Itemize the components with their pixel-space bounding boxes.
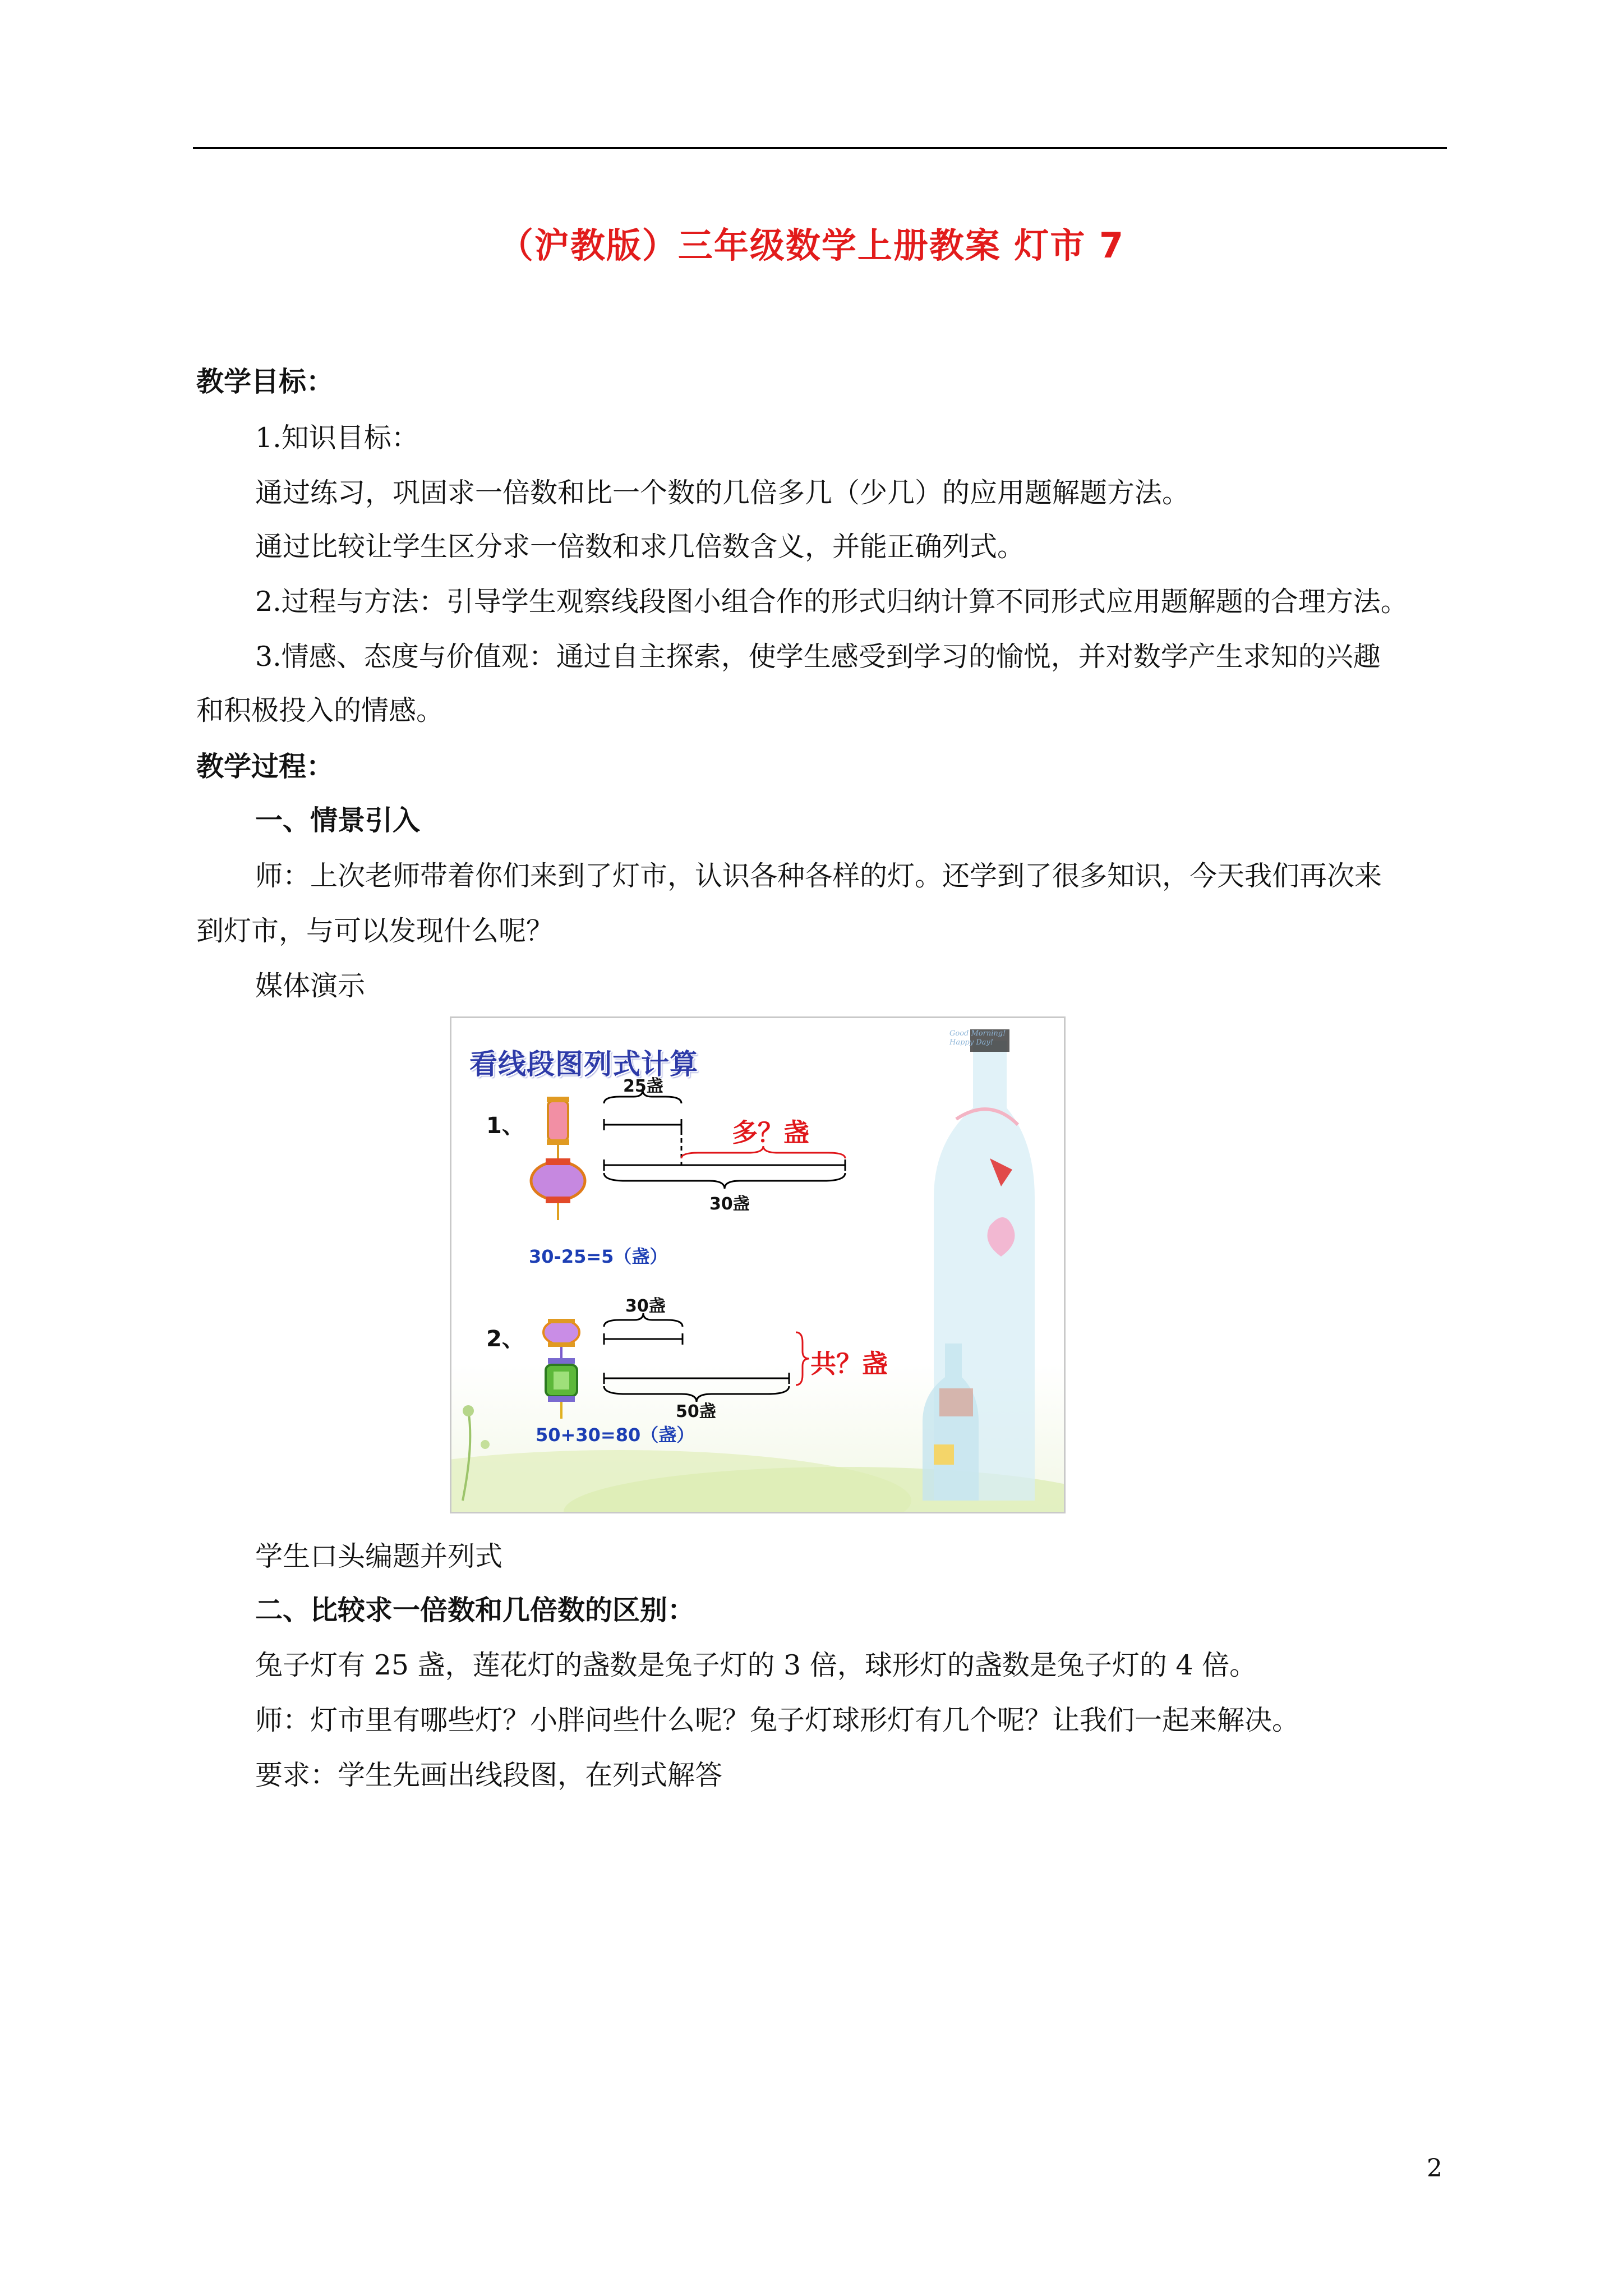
header-rule (193, 147, 1447, 149)
goal3-line1: 3.情感、态度与价值观：通过自主探索，使学生感受到学习的愉悦，并对数学产生求知的兴趣 (255, 641, 1381, 673)
slide-image (450, 1016, 1066, 1513)
goal2-text: 2.过程与方法：引导学生观察线段图小组合作的形式归纳计算不同形式应用题解题的合理方法。 (255, 586, 1408, 618)
requirement-text: 要求：学生先画出线段图，在列式解答 (255, 1759, 723, 1791)
p1-bottom-label: 30盏 (709, 1194, 750, 1214)
teacher1-line2: 到灯市，与可以发现什么呢？ (196, 915, 554, 947)
part2-heading: 二、比较求一倍数和几倍数的区别： (255, 1594, 695, 1626)
problem-text: 兔子灯有 25 盏，莲花灯的盏数是兔子灯的 3 倍，球形灯的盏数是兔子灯的 4 倍。 (255, 1649, 1257, 1681)
part1-heading: 一、情景引入 (255, 804, 421, 836)
p2-equation: 50+30=80（盏） (536, 1424, 695, 1446)
goal3-line2: 和积极投入的情感。 (196, 694, 444, 726)
page-number: 2 (1427, 2154, 1442, 2183)
media-label: 媒体演示 (255, 970, 366, 1002)
goal1-line2: 通过比较让学生区分求一倍数和求几倍数含义，并能正确列式。 (255, 531, 1025, 563)
goals-heading: 教学目标： (196, 366, 334, 398)
p1-question: 多？盏 (732, 1117, 809, 1148)
goal1-label: 1.知识目标： (255, 422, 419, 454)
p1-top-label: 25盏 (623, 1076, 663, 1096)
document-title: （沪教版）三年级数学上册教案 灯市 7 (498, 225, 1125, 266)
greeting-line2: Happy Day! (949, 1038, 993, 1047)
p2-top-label: 30盏 (625, 1296, 666, 1316)
greeting-line1: Good Morning! (949, 1029, 1006, 1038)
after-slide-text: 学生口头编题并列式 (255, 1540, 503, 1572)
slide-title: 看线段图列式计算 (469, 1048, 698, 1080)
goal1-line1: 通过练习，巩固求一倍数和比一个数的几倍多几（少几）的应用题解题方法。 (255, 477, 1190, 509)
p1-equation: 30-25=5（盏） (529, 1246, 668, 1267)
teacher1-line1: 师：上次老师带着你们来到了灯市，认识各种各样的灯。还学到了很多知识，今天我们再次来 (255, 860, 1382, 892)
p1-number: 1、 (486, 1113, 524, 1139)
p2-question: 共？盏 (810, 1349, 888, 1379)
teacher2-text: 师：灯市里有哪些灯？小胖问些什么呢？兔子灯球形灯有几个呢？让我们一起来解决。 (255, 1704, 1300, 1736)
process-heading: 教学过程： (196, 751, 334, 783)
p2-bottom-label: 50盏 (676, 1402, 716, 1421)
slide-greeting (949, 1029, 1006, 1047)
p2-number: 2、 (486, 1326, 524, 1352)
